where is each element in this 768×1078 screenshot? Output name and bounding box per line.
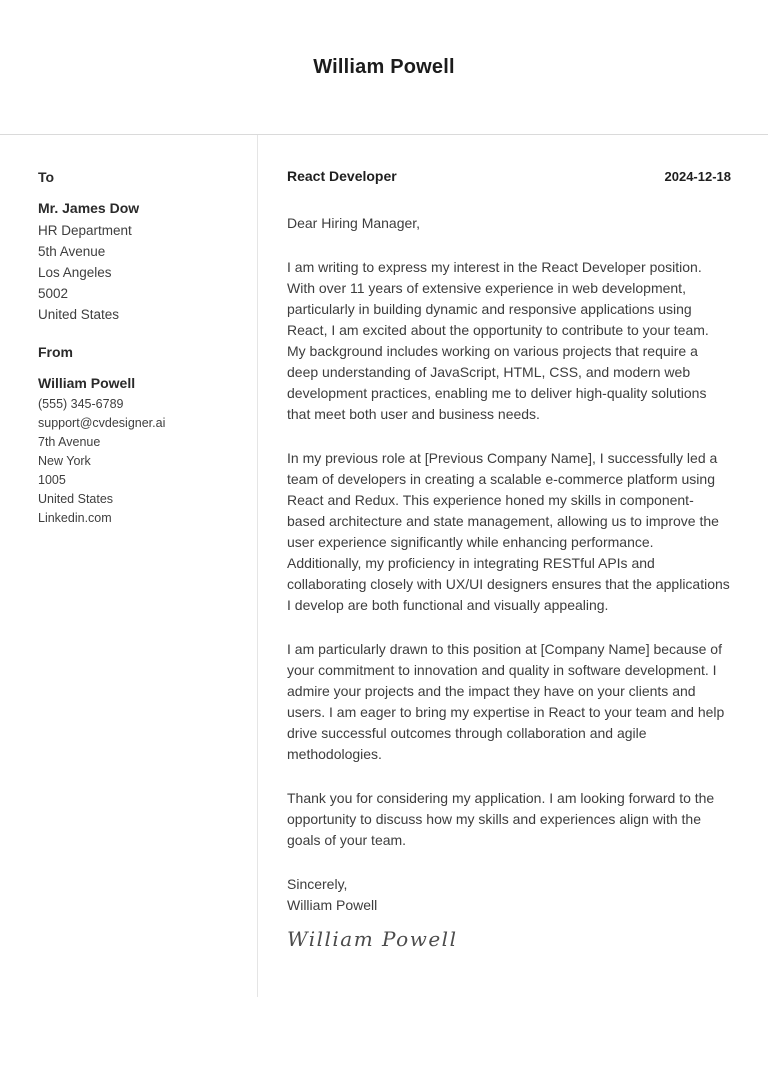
letter-paragraph-2: In my previous role at [Previous Company Name], I successfully led a team of developers in creating a scalable e-commerce platform using React and Redux. This experience honed my skills in component-based architecture and state management, allowing us to improve the user experience significantly while enhancing performance. Additionally, my proficiency in integrating RESTful APIs and collaborating closely with UX/UI designers ensures that the applications I develop are both functional and visually appealing. xyxy=(287,450,730,613)
recipient-country: United States xyxy=(38,307,120,322)
job-title: React Developer xyxy=(287,168,397,184)
sender-country: United States xyxy=(38,492,114,506)
recipient-name: Mr. James Dow xyxy=(38,200,140,216)
to-label: To xyxy=(38,169,55,185)
recipient-department: HR Department xyxy=(38,223,132,238)
recipient-city: Los Angeles xyxy=(38,265,112,280)
closing-word: Sincerely, xyxy=(287,876,348,892)
letter-content xyxy=(258,135,768,997)
from-label: From xyxy=(38,344,73,360)
sender-section xyxy=(38,343,239,528)
recipient-street: 5th Avenue xyxy=(38,244,106,259)
salutation: Dear Hiring Manager, xyxy=(287,215,421,231)
sender-city: New York xyxy=(38,454,91,468)
closing-name: William Powell xyxy=(287,897,378,913)
page-header xyxy=(0,0,768,135)
closing-block xyxy=(287,874,731,916)
letter-paragraph-3: I am particularly drawn to this position at [Company Name] because of your commitment to innovation and quality in software development. I admire your projects and the impact they have on your clients and users. I am eager to bring my expertise in React to your team and help drive successful outcomes through collaboration and agile methodologies. xyxy=(287,641,725,762)
recipient-postal-code: 5002 xyxy=(38,286,69,301)
contact-sidebar xyxy=(0,135,258,997)
letter-paragraph-1: I am writing to express my interest in the React Developer position. With over 11 years of extensive experience in web development, particularly in building dynamic and responsive applications using React, I am excited about the opportunity to contribute to your team. My background includes working on various projects that require a deep understanding of JavaScript, HTML, CSS, and modern web development practices, enabling me to deliver high-quality solutions that meet both user and business needs. xyxy=(287,259,709,422)
page-title: William Powell xyxy=(313,55,455,78)
recipient-section xyxy=(38,168,239,325)
letter-body-region xyxy=(0,135,768,997)
letter-paragraph-4: Thank you for considering my application. I am looking forward to the opportunity to discuss how my skills and experiences align with the goals of your team. xyxy=(287,790,715,848)
sender-name: William Powell xyxy=(38,375,136,391)
sender-postal-code: 1005 xyxy=(38,473,66,487)
letter-date: 2024-12-18 xyxy=(664,169,731,184)
sender-linkedin: Linkedin.com xyxy=(38,511,112,525)
handwritten-signature: William Powell xyxy=(287,927,458,951)
letter-head xyxy=(287,168,731,184)
sender-email: support@cvdesigner.ai xyxy=(38,416,166,430)
sender-street: 7th Avenue xyxy=(38,435,101,449)
sender-phone: (555) 345-6789 xyxy=(38,397,124,411)
